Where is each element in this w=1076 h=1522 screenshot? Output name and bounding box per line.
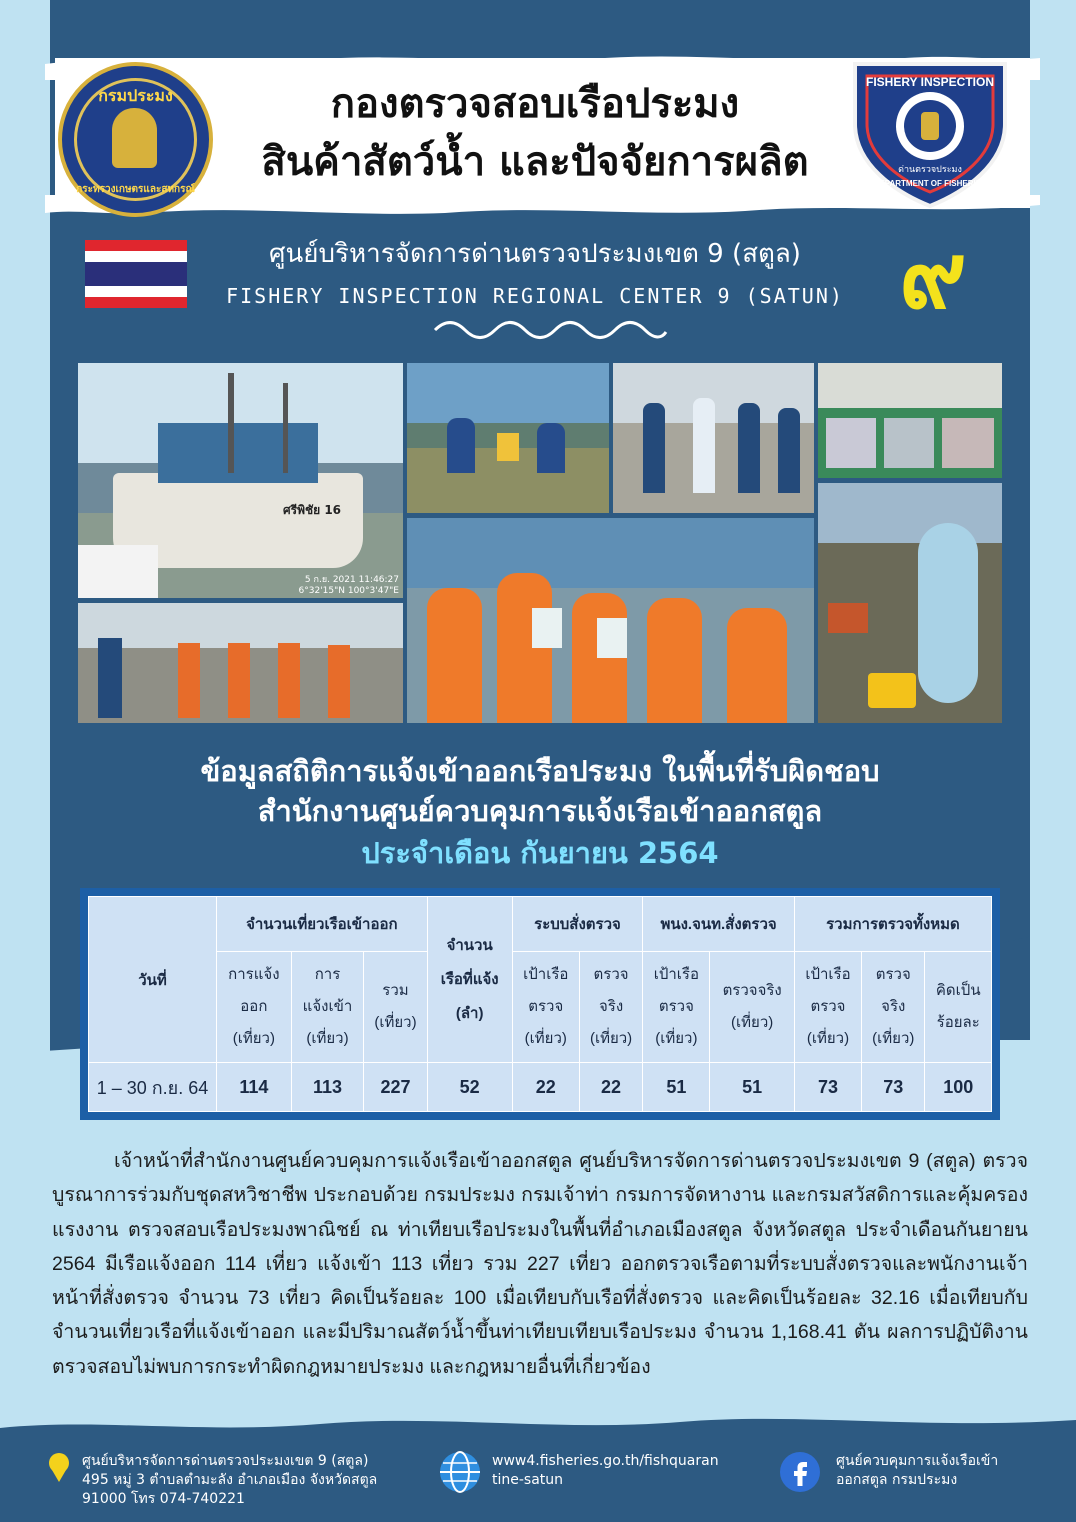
h-line: (เที่ยว) — [872, 1030, 915, 1047]
fish-crates-photo — [818, 363, 1002, 478]
table-row — [89, 1063, 992, 1112]
sub-in-header — [291, 952, 364, 1063]
seal-emblem-icon — [112, 108, 157, 168]
crew-with-documents-photo — [407, 518, 814, 723]
col-date-header: วันที่ — [89, 897, 217, 1063]
shield-text-bottom: DEPARTMENT OF FISHERIES — [873, 179, 987, 188]
footer — [0, 1436, 1076, 1522]
page-title-line1: กองตรวจสอบเรือประมง — [330, 81, 740, 127]
h-line: การแจ้ง — [228, 966, 280, 983]
group-trips-header: จำนวนเที่ยวเรือเข้าออก — [217, 897, 428, 952]
h-line: ร้อยละ — [936, 1014, 980, 1031]
h-line: ตรวจ — [528, 998, 564, 1015]
fishery-inspection-shield — [845, 54, 1015, 209]
officers-briefing-photo — [78, 603, 403, 723]
h-line: เป้าเรือ — [653, 966, 699, 983]
h-line: (เที่ยว) — [589, 1030, 633, 1047]
sub-tot-actual-header — [862, 952, 925, 1063]
catch-bins-photo — [818, 483, 1002, 723]
sub-tot-target-header — [794, 952, 861, 1063]
facebook-icon — [778, 1450, 822, 1494]
h-line: ตรวจ — [593, 966, 629, 983]
cell-boats: 52 — [427, 1063, 512, 1112]
statistics-table-frame — [80, 888, 1000, 1120]
cell-off-actual: 51 — [710, 1063, 794, 1112]
footer-facebook[interactable] — [836, 1452, 998, 1490]
facebook-line1[interactable]: ศูนย์ควบคุมการแจ้งเรือเข้า — [836, 1453, 999, 1469]
boats-header-l2: เรือที่แจ้ง — [440, 970, 499, 988]
cell-sys-target: 22 — [512, 1063, 579, 1112]
map-thumbnail — [78, 545, 158, 598]
shield-text-center: ด่านตรวจประมง — [898, 164, 962, 174]
h-line: การ — [314, 966, 341, 983]
h-line: จริง — [598, 998, 624, 1015]
sub-off-target-header — [643, 952, 710, 1063]
facebook-line2[interactable]: ออกสตูล กรมประมง — [836, 1472, 958, 1488]
sub-sys-actual-header — [579, 952, 642, 1063]
thai-flag-icon — [85, 240, 187, 308]
photo-timestamp — [299, 575, 400, 597]
shield-text-top: FISHERY INSPECTION — [865, 75, 995, 89]
region-numeral: ๙ — [899, 221, 967, 329]
col-boats-header — [427, 897, 512, 1063]
h-line: คิดเป็น — [935, 982, 981, 999]
h-line: ตรวจจริง — [722, 982, 782, 999]
cell-date: 1 – 30 ก.ย. 64 — [89, 1063, 217, 1112]
h-line: ออก — [240, 998, 268, 1015]
officers-checking-photo — [613, 363, 814, 513]
net-inspection-photo — [407, 363, 609, 513]
cell-sys-actual: 22 — [579, 1063, 642, 1112]
center-name-english: FISHERY INSPECTION REGIONAL CENTER 9 (SATUN) — [226, 284, 844, 308]
h-line: (เที่ยว) — [655, 1030, 698, 1047]
h-line: ตรวจ — [658, 998, 694, 1015]
cell-tot-actual: 73 — [862, 1063, 925, 1112]
cell-out: 114 — [217, 1063, 292, 1112]
seal-text-top: กรมประมง — [98, 86, 173, 105]
sub-off-actual-header — [710, 952, 794, 1063]
footer-website[interactable] — [492, 1452, 719, 1490]
h-line: เป้าเรือ — [523, 966, 569, 983]
location-pin-icon — [48, 1452, 70, 1482]
cell-pct: 100 — [925, 1063, 992, 1112]
seal-text-bottom: กระทรวงเกษตรและสหกรณ์ — [76, 184, 195, 195]
address-line2: 495 หมู่ 3 ตำบลตำมะลัง อำเภอเมือง จังหวัดสตูล — [82, 1472, 378, 1488]
h-line: ตรวจ — [875, 966, 911, 983]
sub-tot-pct-header — [925, 952, 992, 1063]
boat-label: ศรีพิชัย 16 — [283, 503, 342, 517]
website-line1[interactable]: www4.fisheries.go.th/fishquaran — [492, 1453, 719, 1469]
globe-icon — [438, 1450, 482, 1494]
h-line: จริง — [881, 998, 906, 1015]
footer-address — [82, 1452, 377, 1509]
h-line: (เที่ยว) — [374, 1014, 417, 1031]
h-line: (เที่ยว) — [731, 1014, 774, 1031]
group-officer-header: พนง.จนท.สั่งตรวจ — [643, 897, 795, 952]
h-line: รวม — [382, 982, 409, 999]
h-line: (เที่ยว) — [232, 1030, 275, 1047]
fishing-boat-photo — [78, 363, 403, 598]
cell-tot-target: 73 — [794, 1063, 861, 1112]
address-line1: ศูนย์บริหารจัดการด่านตรวจประมงเขต 9 (สตูล) — [82, 1453, 369, 1469]
h-line: (เที่ยว) — [806, 1030, 850, 1047]
page-title-line2: สินค้าสัตว์น้ำ และปัจจัยการผลิต — [261, 139, 809, 185]
stats-heading-month: ประจำเดือน กันยายน 2564 — [361, 836, 719, 870]
statistics-table — [88, 896, 992, 1112]
h-line: เป้าเรือ — [805, 966, 851, 983]
body-paragraph — [52, 1144, 1028, 1384]
cell-off-target: 51 — [643, 1063, 710, 1112]
stats-heading-line1: ข้อมูลสถิติการแจ้งเข้าออกเรือประมง ในพื้นที่รับผิดชอบ — [200, 754, 880, 788]
website-line2[interactable]: tine-satun — [492, 1472, 564, 1488]
sub-sys-target-header — [512, 952, 579, 1063]
boats-header-l3: (ลำ) — [455, 1004, 484, 1022]
sub-sum-header — [364, 952, 427, 1063]
h-line: ตรวจ — [810, 998, 846, 1015]
h-line: (เที่ยว) — [306, 1030, 349, 1047]
h-line: แจ้งเข้า — [302, 998, 353, 1015]
sub-out-header — [217, 952, 292, 1063]
stats-heading-line2: สำนักงานศูนย์ควบคุมการแจ้งเรือเข้าออกสตูล — [257, 794, 823, 828]
body-paragraph-text: เจ้าหน้าที่สำนักงานศูนย์ควบคุมการแจ้งเรือเข้าออกสตูล ศูนย์บริหารจัดการด่านตรวจประมงเขต 9 (สตูล) ตรวจบูรณาการร่วมกับชุดสหวิชาชีพ ประกอบด้วย กรมประมง กรมเจ้าท่า กรมการจัดหางาน และกรมสวัสดิการและคุ้มครองแรงงาน ตรวจสอบเรือประมงพาณิชย์ ณ ท่าเทียบเรือประมงในพื้นที่อำเภอเมืองสตูล จังหวัดสตูล ประจำเดือนกันยายน 2564 มีเรือแจ้งออก 114 เที่ยว แจ้งเข้า 113 เที่ยว รวม 227 เที่ยว ออกตรวจเรือตามที่ระบบสั่งตรวจและพนักงานเจ้าหน้าที่สั่งตรวจ จำนวน 73 เที่ยว คิดเป็นร้อยละ 100 เมื่อเทียบกับเรือที่สั่งตรวจ และคิดเป็นร้อยละ 32.16 เมื่อเทียบกับจำนวนเที่ยวเรือที่แจ้งเข้าออก และมีปริมาณสัตว์น้ำขึ้นท่าเทียบเทียบเรือประมง จำนวน 1,168.41 ตัน ผลการปฏิบัติงานตรวจสอบไม่พบการกระทำผิดกฎหมายประมง และกฎหมายอื่นที่เกี่ยวข้อง — [52, 1150, 1028, 1378]
timestamp-text: 5 ก.ย. 2021 11:46:27 — [304, 575, 399, 585]
group-total-header: รวมการตรวจทั้งหมด — [794, 897, 991, 952]
coords-text: 6°32'15"N 100°3'47"E — [298, 586, 399, 596]
group-system-header: ระบบสั่งตรวจ — [512, 897, 643, 952]
squiggle-divider — [430, 318, 670, 342]
boats-header-l1: จำนวน — [446, 936, 493, 954]
address-line3: 91000 โทร 074-740221 — [82, 1491, 245, 1507]
cell-sum: 227 — [364, 1063, 427, 1112]
cell-in: 113 — [291, 1063, 364, 1112]
h-line: (เที่ยว) — [524, 1030, 567, 1047]
center-name-thai: ศูนย์บริหารจัดการด่านตรวจประมงเขต 9 (สตูล) — [269, 239, 801, 269]
